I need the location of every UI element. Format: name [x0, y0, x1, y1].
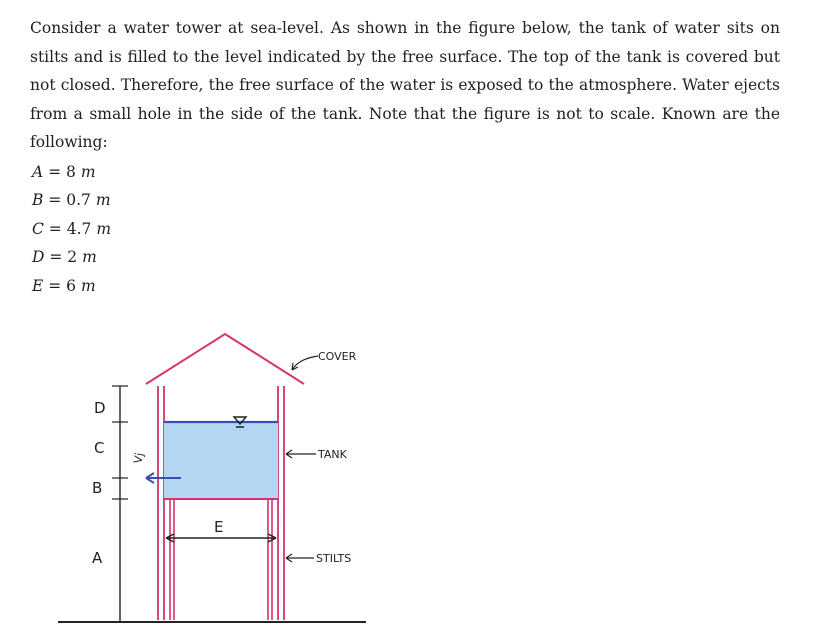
dim-label-e: E: [214, 518, 224, 536]
problem-statement: Consider a water tower at sea-level. As shown in the figure below, the tank of water sits on stilts and is filled to the level indicated by the free surface. The top of the tank is covered but not closed. Therefore, the free surface of the water is exposed to the atmosphere. Water ejects from a small hole in the side of the tank. Note that the figure is not to scale. Known are the following:: [30, 19, 780, 151]
tank-label: TANK: [318, 448, 347, 461]
known-d: D = 2 m: [32, 248, 97, 267]
cover-roof: [146, 334, 304, 384]
knowns-list: [32, 158, 111, 300]
cover-label: COVER: [318, 350, 357, 363]
water-tower-figure: [0, 320, 814, 637]
known-c: C = 4.7 m: [32, 219, 112, 238]
dim-label-b: B: [92, 479, 103, 497]
known-a: A = 8 m: [32, 163, 96, 181]
dim-label-d: D: [94, 399, 106, 417]
tank-water: [164, 422, 278, 499]
known-b: B = 0.7 m: [32, 191, 111, 210]
dim-label-c: C: [94, 439, 105, 457]
known-e: E = 6 m: [32, 276, 96, 295]
velocity-label: Vj: [131, 451, 147, 465]
stilts-label: STILTS: [316, 552, 352, 565]
dim-label-a: A: [92, 549, 103, 567]
